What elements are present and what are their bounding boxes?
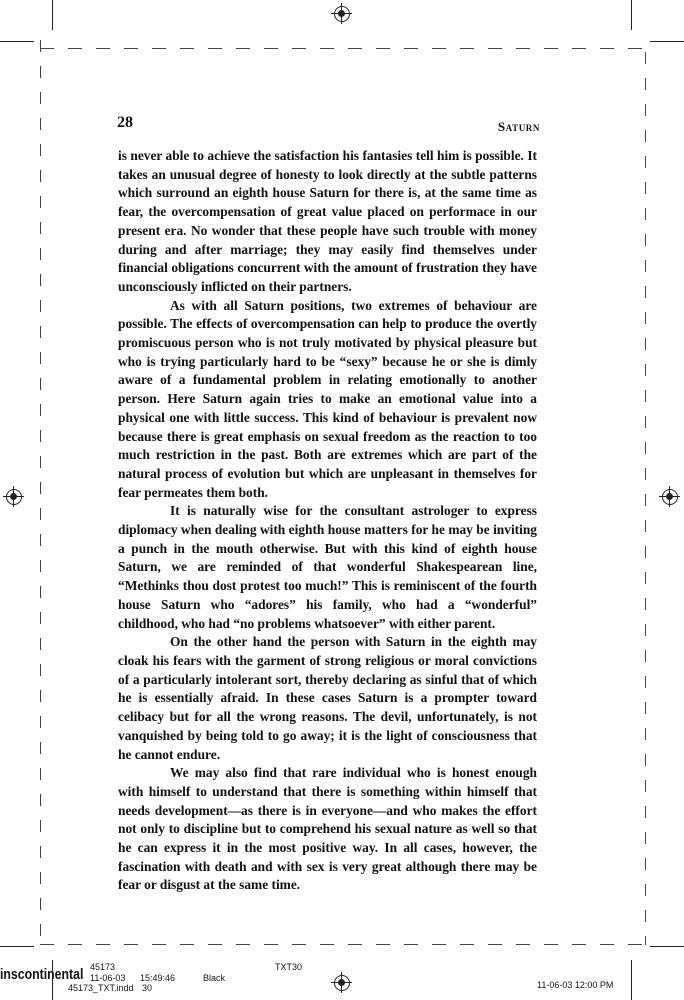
crop-mark-right-bottom [650, 946, 684, 947]
running-head: Saturn [497, 119, 540, 134]
slug-date: 11-06-03 [90, 973, 126, 983]
crop-mark-top-left [52, 0, 53, 30]
trim-line-left [40, 40, 41, 945]
paragraph: is never able to achieve the satisfaction his fantasies tell him is possible. It takes an unusual degree of honesty to look directly at the subtle patterns which surround an eighth house Saturn for there is, at the same time as fear, the overcompensation of great value placed on performace in our present era. No wonder that these people have such trouble with money during and after marriage; they may easily find themselves under financial obligations concurrent with the amount of frustration they have unconsciously inflicted on their partners. [118, 148, 537, 294]
slug-brand: inscontinental [0, 966, 84, 983]
trim-line-bottom [40, 944, 645, 945]
registration-mark-bottom [334, 975, 350, 991]
body-text [118, 147, 537, 895]
paragraph: On the other hand the person with Saturn in the eighth may cloak his fears with the garment of strong religious or moral convictions of a particularly intolerant sort, thereby declaring as sinful that of which he is essentially afraid. In these cases Saturn is a prompter toward celibacy but for all the wrong reasons. The devil, unfortunately, is not vanquished by being told to go away; it is the light of consciousness that he cannot endure. [118, 634, 537, 762]
trim-line-right [645, 52, 646, 945]
slug-job-number: 45173 [90, 962, 116, 972]
crop-mark-right-top [650, 41, 684, 42]
slug-time: 15:49:46 [140, 973, 176, 983]
slug-right-stamp: 11-06-03 12:00 PM [537, 980, 614, 990]
slug-section: TXT30 [275, 962, 303, 972]
registration-mark-left [6, 489, 22, 505]
trim-line-top [40, 48, 645, 49]
crop-mark-left-bottom [0, 946, 34, 947]
crop-mark-top-right [631, 0, 632, 30]
paragraph: As with all Saturn positions, two extremes of behaviour are possible. The effects of overcompensation can help to produce the overtly promiscuous person who is not truly motivated by physical pleasure but who is trying particularly hard to be “sexy” because he or she is dimly aware of a fundamental problem in relating emotionally to another person. Here Saturn again tries to make an emotional value into a physical one with little success. This kind of behaviour is prevalent now because there is great emphasis on sexual freedom as the reaction to too much restriction in the past. Both are extremes which are part of the natural process of evolution but which are unpleasant in themselves for fear permeates them both. [118, 297, 537, 500]
registration-mark-right [662, 489, 678, 505]
slug-ink: Black [203, 973, 226, 983]
slug-file: 45173_TXT.indd [68, 983, 134, 993]
crop-mark-left-top [0, 41, 34, 42]
page-number: 28 [117, 114, 133, 131]
paragraph: We may also find that rare individual who is honest enough with himself to understand that there is something within himself that needs development—as there is in everyone—and who makes the effort not only to discipline but to comprehend his sexual nature as well so that he can express it in the most positive way. In all cases, however, the fascination with death and with sex is very great although there may be fear or disgust at the same time. [118, 765, 537, 893]
slug-page: 30 [142, 983, 153, 993]
paragraph: It is naturally wise for the consultant astrologer to express diplomacy when dealing with eighth house matters for he may be inviting a punch in the mouth otherwise. But with this kind of eighth house Saturn, we are reminded of that wonderful Shakespearean line, “Methinks thou dost protest too much!” This is reminiscent of the fourth house Saturn who “adores” his family, who had a “wonderful” childhood, who had “no problems whatsoever” with either parent. [118, 503, 537, 631]
registration-mark-top [334, 6, 350, 22]
crop-mark-bottom-right [631, 960, 632, 1000]
